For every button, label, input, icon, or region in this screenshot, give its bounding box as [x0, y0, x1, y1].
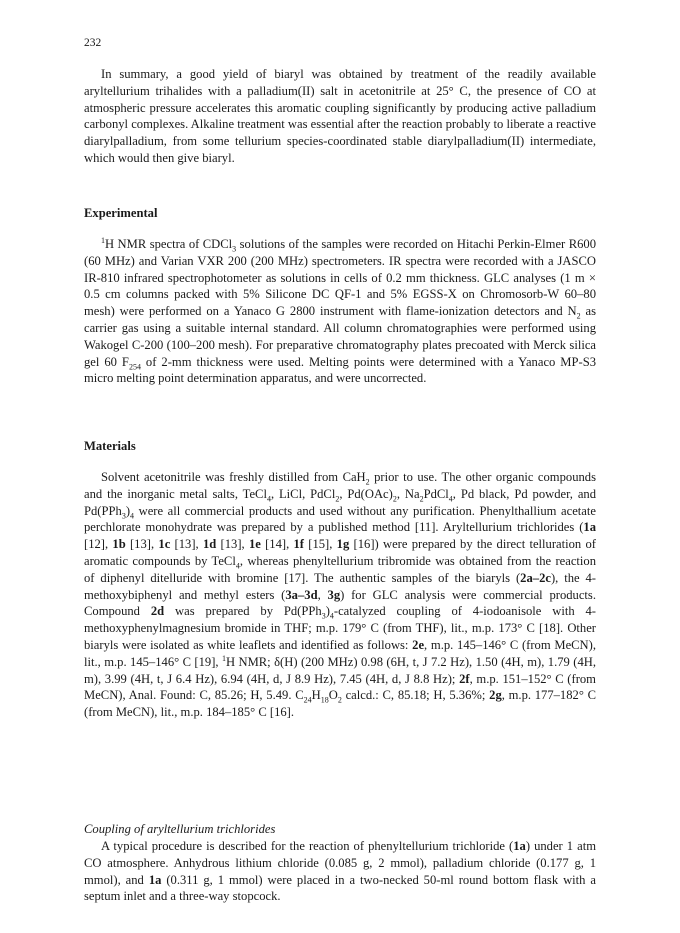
- subscript: 24: [303, 695, 312, 705]
- text-run: A typical procedure is described for the reaction of phenyltellurium trichloride (: [101, 839, 514, 853]
- text-run: , Pd(OAc): [339, 486, 393, 501]
- coupling-heading: Coupling of aryltellurium trichlorides: [84, 822, 276, 836]
- text-run: -catalyzed coupling of 4-iodoanisole with 4-methoxyphenylmagnesium bromide in THF; m.p. 179° C (from THF), lit., m.p. 173° C [18]. Other biaryls were isolated as white leaflets and identified as follows:: [84, 604, 596, 652]
- compound-label: 1a: [513, 839, 526, 853]
- subscript: 3: [121, 511, 126, 521]
- text-run: H: [311, 688, 321, 703]
- text-run: ) for GLC analysis were commercial products. Compound: [84, 587, 596, 619]
- text-run: PdCl: [423, 486, 449, 501]
- text-run: [13],: [125, 537, 159, 552]
- compound-label: 3a–3d: [285, 587, 318, 602]
- text-run: [14],: [260, 537, 294, 552]
- summary-section: [84, 66, 596, 167]
- text-run: ), the 4-methoxybiphenyl and methyl esters (: [84, 570, 596, 602]
- compound-label: 1a: [583, 520, 596, 535]
- text-run: ): [125, 503, 131, 518]
- experimental-heading: Experimental: [84, 206, 158, 220]
- materials-paragraph: [84, 469, 596, 721]
- compound-label: 2f: [459, 671, 470, 686]
- text-run: was prepared by Pd(PPh: [164, 604, 322, 619]
- superscript: 1: [221, 653, 226, 663]
- subscript: 2: [335, 494, 340, 504]
- text-run: ,: [317, 587, 328, 602]
- subscript: 4: [266, 494, 271, 504]
- text-run: , m.p. 151–152° C (from MeCN), Anal. Found: C, 85.26; H, 5.49. C: [84, 671, 596, 703]
- text-run: ): [325, 604, 330, 619]
- text-run: , whereas phenyltellurium tribromide was obtained from the reaction of diphenyl ditelluride with bromine [17]. The authentic samples of the biaryls (: [84, 553, 597, 585]
- compound-label: 1g: [336, 537, 350, 552]
- experimental-paragraph: [84, 236, 596, 387]
- materials-heading-block: [84, 438, 596, 455]
- text-run: [15],: [304, 537, 337, 552]
- text-run: solutions of the samples were recorded on Hitachi Perkin-Elmer R600 (60 MHz) and Varian VXR 200 (200 MHz) spectrometers. IR spectra were recorded with a JASCO IR-810 infrared spectrophotometer as solutions in cells of 0.2 mm thickness. GLC analyses (1 m × 0.5 cm columns packed with 5% Silicone DC QF-1 and 5% EGSS-X on Chromosorb-W 60–80 mesh) were performed on a Yanaco G 2800 instrument with flame-ionization detectors and N: [84, 237, 596, 319]
- text-run: , Na: [396, 486, 420, 501]
- superscript: 1: [101, 235, 105, 245]
- compound-label: 1f: [293, 537, 304, 552]
- materials-section: [84, 469, 596, 721]
- compound-label: 1d: [202, 537, 217, 552]
- subscript: 2: [392, 494, 397, 504]
- text-run: [13],: [170, 537, 203, 552]
- text-run: ) under 1 atm CO atmosphere. Anhydrous lithium chloride (0.085 g, 2 mmol), palladium chloride (0.177 g, 1 mmol), and: [84, 839, 596, 887]
- compound-label: 2g: [489, 688, 502, 703]
- compound-label: 2a–2c: [520, 570, 551, 585]
- text-run: O: [328, 688, 338, 703]
- text-run: , LiCl, PdCl: [270, 486, 336, 501]
- text-run: H NMR; δ(H) (200 MHz) 0.98 (6H, t, J 7.2 Hz), 1.50 (4H, m), 1.79 (4H, m), 3.99 (4H, t, J 6.4 Hz), 6.94 (4H, d, J 8.9 Hz), 7.45 (4H, d, J 8.8 Hz);: [84, 654, 596, 686]
- coupling-section: [84, 838, 596, 905]
- text-run: [12],: [84, 537, 113, 552]
- text-run: (0.311 g, 1 mmol) were placed in a two-necked 50-ml round bottom flask with a septum inlet and a three-way stopcock.: [84, 872, 596, 904]
- text-run: H NMR spectra of CDCl: [105, 237, 233, 251]
- coupling-paragraph: [84, 838, 596, 905]
- text-run: , m.p. 145–146° C (from MeCN), lit., m.p. 145–146° C [19],: [84, 637, 596, 669]
- subscript: 3: [232, 244, 237, 254]
- coupling-heading-block: [84, 821, 596, 838]
- text-run: , m.p. 177–182° C (from MeCN), lit., m.p. 184–185° C [16].: [84, 688, 596, 720]
- text-run: [16]) were prepared by the direct telluration of aromatic compounds by TeCl: [84, 537, 596, 568]
- subscript: 254: [128, 362, 141, 372]
- subscript: 4: [448, 494, 453, 504]
- subscript: 2: [365, 477, 370, 487]
- experimental-section: [84, 236, 596, 387]
- text-run: as carrier gas using a suitable internal standard. All column chromatographies were performed using Wakogel C-200 (100–200 mesh). For preparative chromatography plates precoated with Merck silica gel 60 F: [84, 304, 596, 369]
- subscript: 4: [130, 511, 135, 521]
- subscript: 2: [576, 311, 581, 321]
- text-run: prior to use. The other organic compounds and the inorganic metal salts, TeCl: [84, 470, 596, 501]
- compound-label: 3g: [327, 587, 341, 602]
- subscript: 3: [321, 611, 326, 621]
- text-run: were all commercial products and used without any purification. Phenylthallium acetate perchlorate monohydrate was prepared by a published method [11]. Aryltellurium trichlorides (: [84, 503, 596, 535]
- text-run: [13],: [216, 537, 249, 552]
- compound-label: 2e: [412, 637, 425, 652]
- compound-label: 1a: [148, 872, 162, 887]
- experimental-heading-block: [84, 205, 596, 222]
- subscript: 4: [235, 561, 240, 571]
- materials-heading: Materials: [84, 439, 136, 453]
- subscript: 2: [337, 695, 342, 705]
- text-run: , Pd black, Pd powder, and Pd(PPh: [84, 486, 597, 518]
- compound-label: 1b: [112, 537, 126, 552]
- page-number: 232: [84, 37, 102, 49]
- text-run: calcd.: C, 85.18; H, 5.36%;: [341, 688, 490, 703]
- subscript: 4: [329, 611, 334, 621]
- summary-paragraph: In summary, a good yield of biaryl was obtained by treatment of the readily available aryltellurium trihalides with a palladium(II) salt in acetonitrile at 25° C, the presence of CO at atmospheric pressure accelerates this aromatic coupling significantly by producing active palladium carbonyl complexes. Alkaline treatment was essential after the reaction probably to liberate a reactive diarylpalladium, from some tellurium species-coordinated stable diarylpalladium(II) intermediate, which would then give biaryl.: [84, 67, 596, 165]
- compound-label: 2d: [150, 604, 165, 619]
- text-run: Solvent acetonitrile was freshly distilled from CaH: [101, 470, 366, 484]
- subscript: 2: [419, 494, 424, 504]
- compound-label: 1c: [158, 537, 171, 552]
- text-run: of 2-mm thickness were used. Melting points were determined with a Yanaco MP-S3 micro melting point determination apparatus, and were uncorrected.: [84, 354, 597, 386]
- compound-label: 1e: [248, 537, 261, 552]
- subscript: 18: [320, 695, 329, 705]
